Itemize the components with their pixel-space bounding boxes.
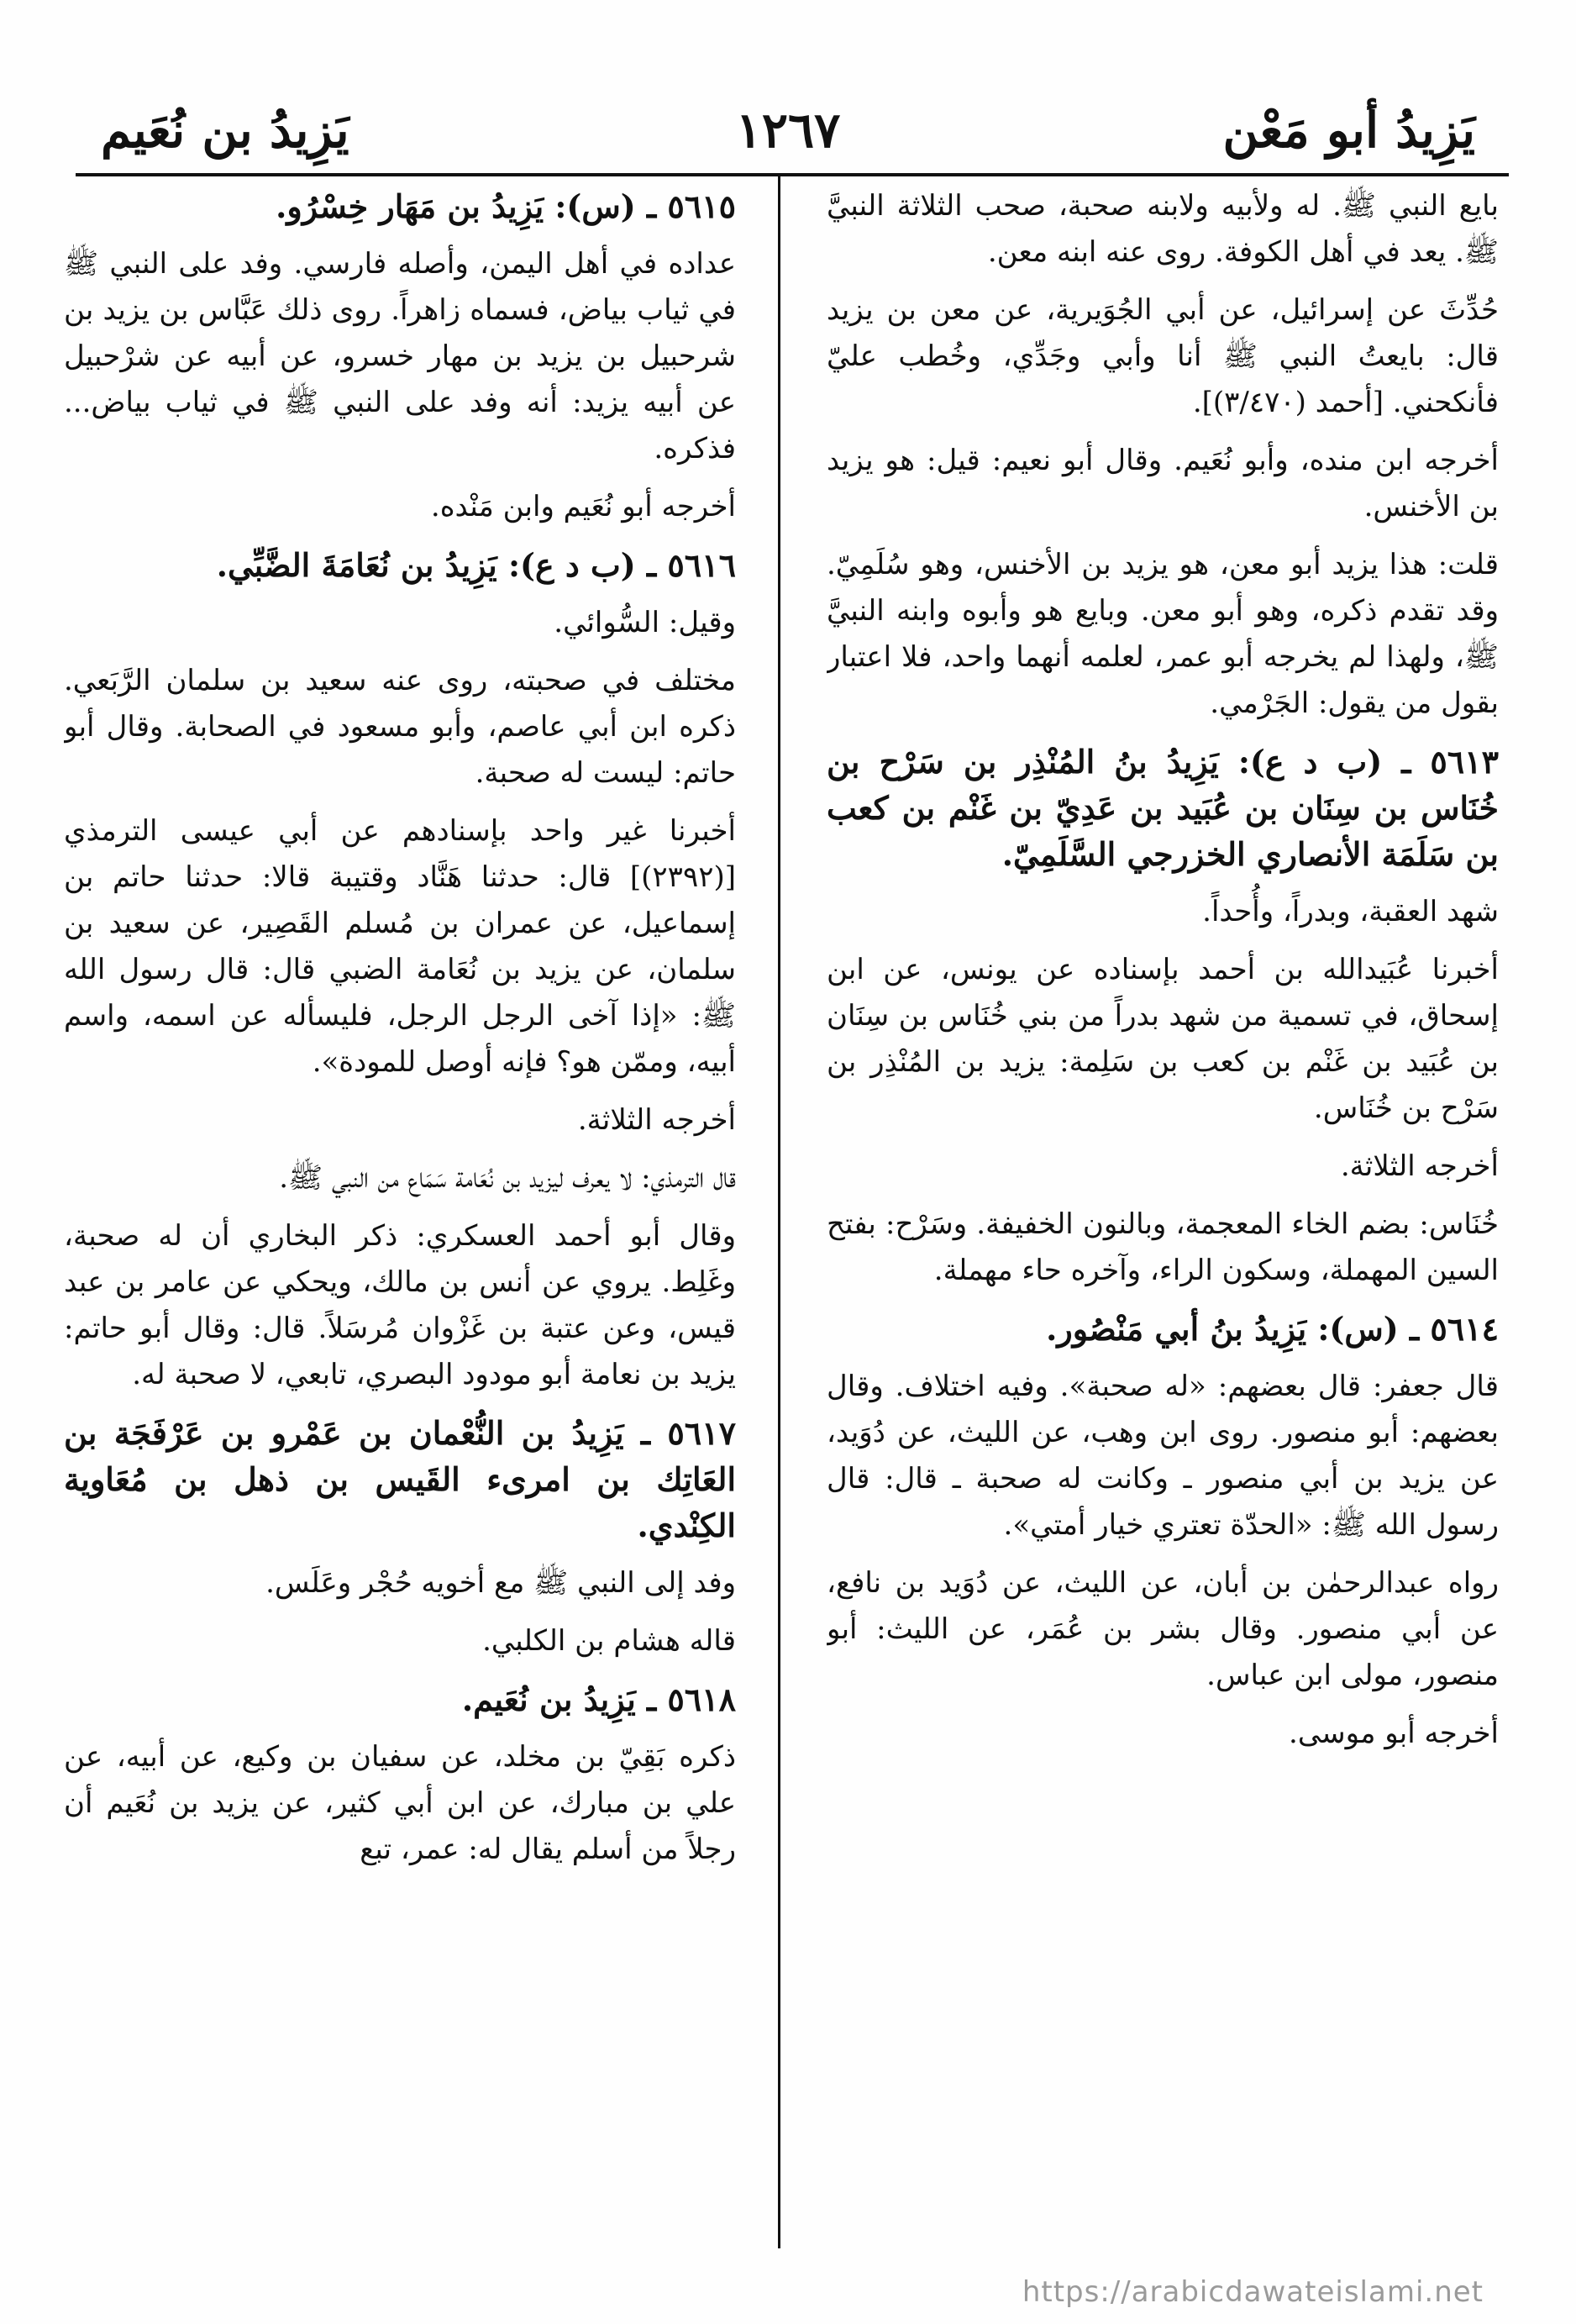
paragraph: أخرجه الثلاثة. <box>1340 1149 1499 1183</box>
paragraph: قاله هشام بن الكلبي. <box>482 1624 736 1658</box>
entry-heading: ٥٦١٤ ـ (س): يَزِيدُ بنُ أبي مَنْصُور. <box>1046 1310 1499 1348</box>
entry-heading: ٥٦١٣ ـ (ب د ع): يَزِيدُ بنُ المُنْذِر بن سَرْح بن خُنَاس بن سِنَان بن عُبَيد بن عَدِيّ بن غَنْم بن كعب بن سَلَمَة الأنصاري الخزرجي السَّلَمِيّ. <box>827 743 1499 873</box>
paragraph: قال جعفر: قال بعضهم: «له صحبة». وفيه اختلاف. وقال بعضهم: أبو منصور. روى ابن وهب، عن الليث، عن دُوَيد، عن يزيد بن أبي منصور ـ وكانت له صحبة ـ قال: قال رسول الله ﷺ: «الحدّة تعتري خيار أمتي». <box>827 1370 1499 1542</box>
paragraph: قال الترمذي: لا يعرف ليزيد بن نُعَامة سَمَاع من النبي ﷺ. <box>279 1161 736 1195</box>
paragraph: ذكره بَقِيّ بن مخلد، عن سفيان بن وكيع، عن أبيه، عن علي بن مبارك، عن ابن أبي كثير، عن يزيد بن نُعَيم أن رجلاً من أسلم يقال له: عمر، تبع <box>64 1740 736 1866</box>
right-text-column <box>827 183 1499 2243</box>
entry-heading: ٥٦١٧ ـ يَزِيدُ بن النُّعْمان بن عَمْرو بن عَرْفَجَة بن العَاتِك بن امرىء القَيس بن ذهل بن مُعَاوية الكِنْدي. <box>64 1414 736 1544</box>
paragraph: عداده في أهل اليمن، وأصله فارسي. وفد على النبي ﷺ في ثياب بياض، فسماه زاهراً. روى ذلك عَبَّاس بن يزيد بن شرحبيل بن يزيد بن مهار خسرو، عن أبيه عن شرْحبيل عن أبيه يزيد: أنه وفد على النبي ﷺ في ثياب بياض... فذكره. <box>64 247 736 465</box>
entry-heading: ٥٦١٨ ـ يَزِيدُ بن نُعَيم. <box>461 1680 736 1718</box>
paragraph: قلت: هذا يزيد أبو معن، هو يزيد بن الأخنس، وهو سُلَمِيّ. وقد تقدم ذكره، وهو أبو معن. وبايع هو وأبوه وابنه النبيَّ ﷺ، ولهذا لم يخرجه أبو عمر، لعلمه أنهما واحد، فلا اعتبار بقول من يقول: الجَرْمي. <box>827 548 1499 720</box>
paragraph: وقيل: السُّوائي. <box>554 606 736 639</box>
paragraph: مختلف في صحبته، روى عنه سعيد بن سلمان الرَّبَعي. ذكره ابن أبي عاصم، وأبو مسعود في الصحابة. وقال أبو حاتم: ليست له صحبة. <box>64 664 736 790</box>
left-text-column <box>64 183 736 2243</box>
paragraph: أخرجه ابن منده، وأبو نُعَيم. وقال أبو نعيم: قيل: هو يزيد بن الأخنس. <box>827 444 1499 523</box>
paragraph: أخرجه أبو موسى. <box>1289 1717 1499 1750</box>
paragraph: شهد العقبة، وبدراً، وأُحداً. <box>1202 895 1499 928</box>
paragraph: بايع النبي ﷺ. له ولأبيه ولابنه صحبة، صحب الثلاثة النبيَّ ﷺ. يعد في أهل الكوفة. روى عنه ابنه معن. <box>827 189 1499 269</box>
paragraph: أخبرنا غير واحد بإسنادهم عن أبي عيسى الترمذي [(٢٣٩٢)] قال: حدثنا هَنَّاد وقتيبة قالا: حدثنا حاتم بن إسماعيل، عن عمران بن مُسلم القَصِير، عن سعيد بن سلمان، عن يزيد بن نُعَامة الضبي قال: قال رسول الله ﷺ: «إذا آخى الرجل الرجل، فليسأله عن اسمه، واسم أبيه، وممّن هو؟ فإنه أوصل للمودة». <box>64 814 736 1079</box>
column-divider <box>778 173 780 2248</box>
page-number: ١٢٦٧ <box>735 102 841 159</box>
paragraph: وفد إلى النبي ﷺ مع أخويه حُجْر وعَلَس. <box>265 1566 736 1600</box>
paragraph: وقال أبو أحمد العسكري: ذكر البخاري أن له صحبة، وغَلِط. يروي عن أنس بن مالك، ويحكي عن عامر بن عبد قيس، وعن عتبة بن غَزْوان مُرسَلاً. قال: وقال أبو حاتم: يزيد بن نعامة أبو مودود البصري، تابعي، لا صحبة له. <box>64 1219 736 1391</box>
running-title-right: يَزِيدُ أبو مَعْن <box>1222 102 1475 159</box>
header-rule <box>76 173 1509 176</box>
paragraph: أخبرنا عُبَيدالله بن أحمد بإسناده عن يونس، عن ابن إسحاق، في تسمية من شهد بدراً من بني خُنَاس بن سِنَان بن عُبَيد بن غَنْم بن كعب بن سَلِمة: يزيد بن المُنْذِر بن سَرْح بن خُنَاس. <box>827 953 1499 1125</box>
watermark-url: https://arabicdawateislami.net <box>1022 2275 1484 2309</box>
paragraph: أخرجه الثلاثة. <box>577 1103 736 1137</box>
running-title-left: يَزِيدُ بن نُعَيم <box>101 102 349 159</box>
entry-heading: ٥٦١٥ ـ (س): يَزِيدُ بن مَهَار خِسْرُو. <box>276 187 736 225</box>
entry-heading: ٥٦١٦ ـ (ب د ع): يَزِيدُ بن نُعَامَةَ الضَّبِّي. <box>216 546 736 584</box>
paragraph: خُنَاس: بضم الخاء المعجمة، وبالنون الخفيفة. وسَرْح: بفتح السين المهملة، وسكون الراء، وآخره حاء مهملة. <box>827 1207 1499 1287</box>
paragraph: رواه عبدالرحمٰن بن أبان، عن الليث، عن دُوَيد بن نافع، عن أبي منصور. وقال بشر بن عُمَر، عن الليث: أبو منصور، مولى ابن عباس. <box>827 1566 1499 1692</box>
paragraph: أخرجه أبو نُعَيم وابن مَنْده. <box>430 490 736 523</box>
page-header <box>67 92 1509 168</box>
paragraph: حُدِّثَ عن إسرائيل، عن أبي الجُوَيرية، عن معن بن يزيد قال: بايعتُ النبي ﷺ أنا وأبي وجَدِّي، وخُطب عليّ فأنكحني. [أحمد (٣/٤٧٠)]. <box>827 293 1499 419</box>
